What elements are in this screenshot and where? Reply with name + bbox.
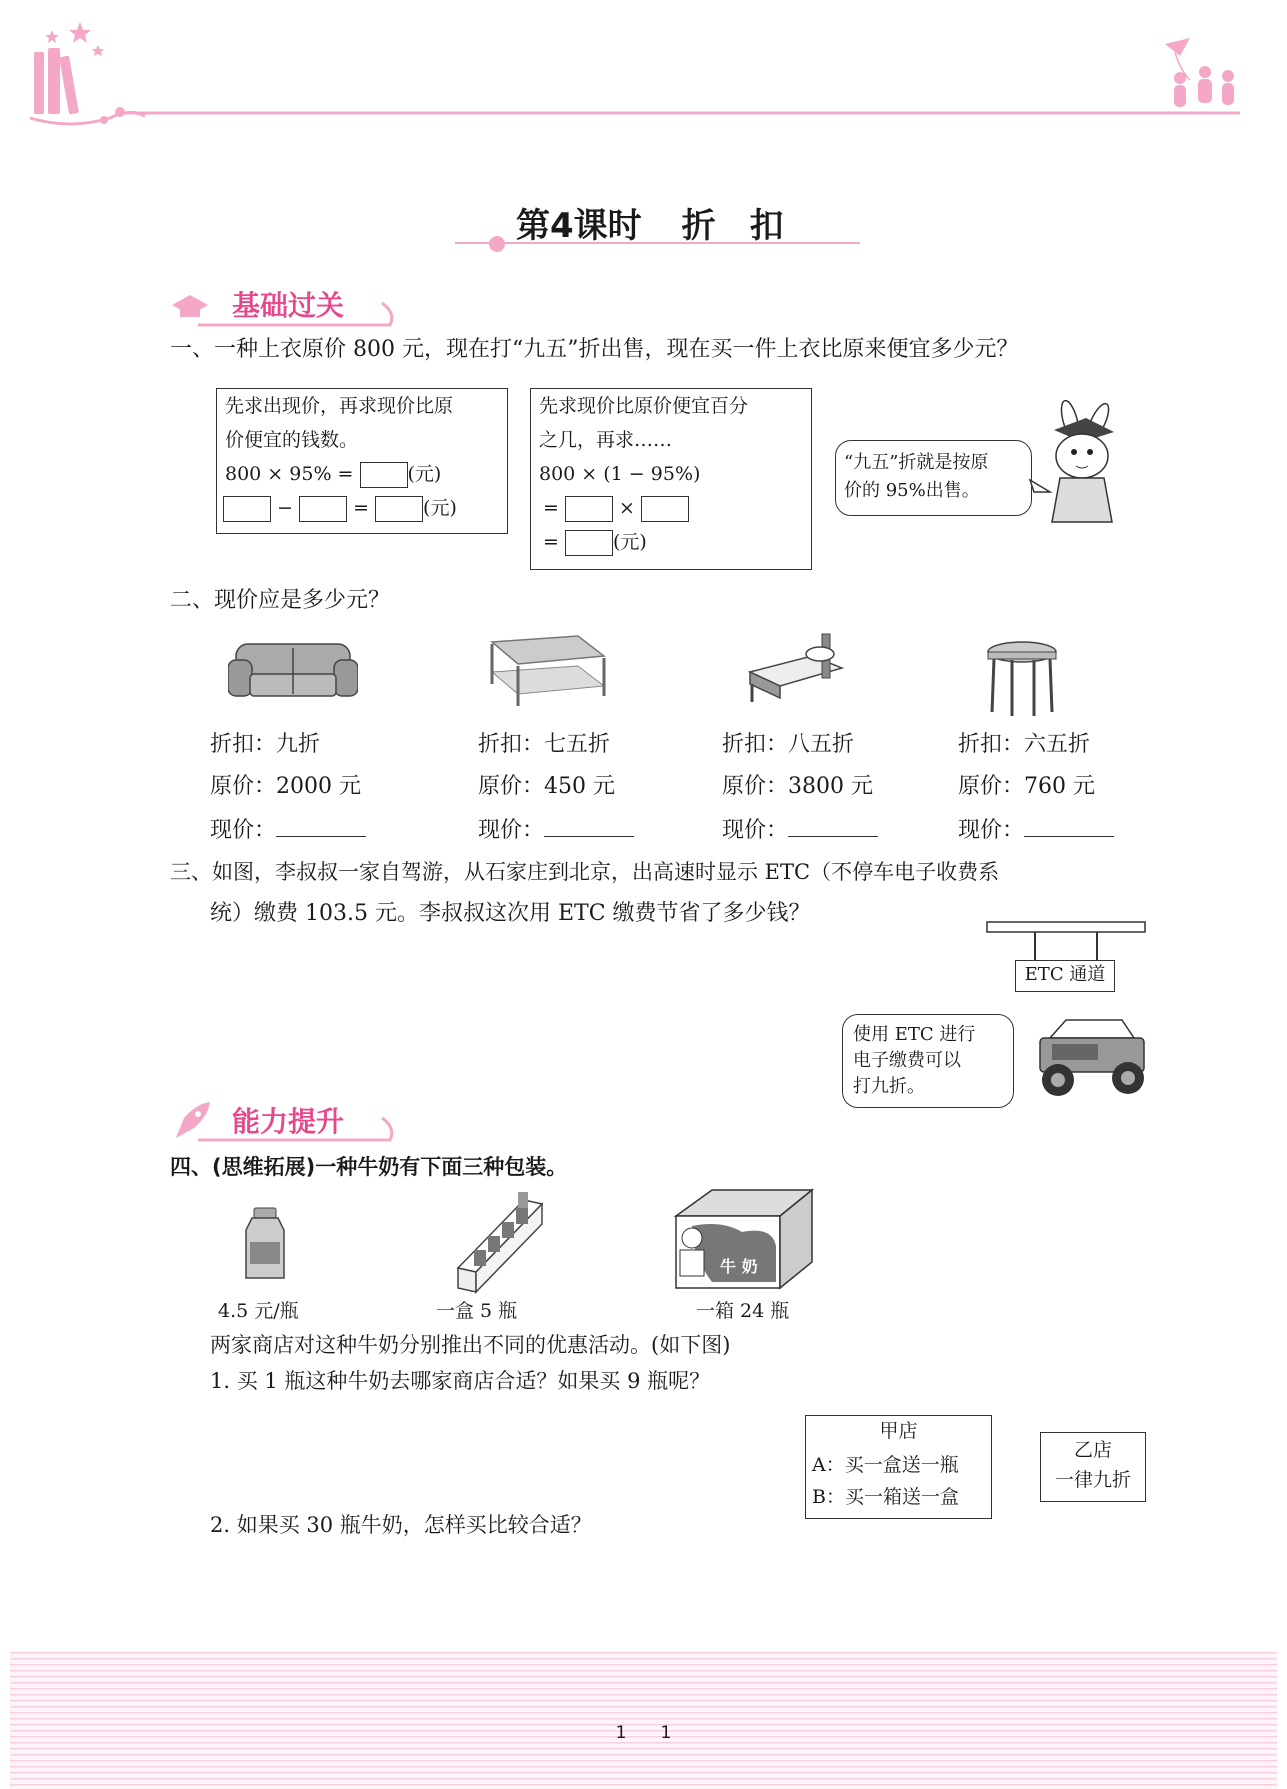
item-2-price: 原价：450 元 bbox=[478, 774, 615, 799]
lesson-topic: 折 扣 bbox=[681, 206, 784, 246]
tip-bubble bbox=[835, 440, 1032, 516]
store-a-option-a: A：买一盒送一瓶 bbox=[812, 1454, 959, 1476]
q4-sub2: 2. 如果买 30 瓶牛奶，怎样买比较合适？ bbox=[210, 1513, 592, 1537]
tip-line2: 价的 95%出售。 bbox=[844, 480, 980, 501]
method-a-line1: 先求出现价，再求现价比原 bbox=[225, 395, 454, 417]
store-b-box bbox=[1040, 1432, 1146, 1502]
store-a-option-b: B：买一箱送一盒 bbox=[812, 1486, 959, 1508]
jeep-car-icon bbox=[1030, 1014, 1152, 1104]
etc-bubble bbox=[842, 1014, 1014, 1108]
q4-intro: 两家商店对这种牛奶分别推出不同的优惠活动。(如下图) bbox=[210, 1333, 731, 1357]
milk-case-icon bbox=[672, 1186, 816, 1292]
tip-line1: “九五”折就是按原 bbox=[844, 452, 989, 473]
glass-table-icon bbox=[488, 632, 608, 712]
answer-blank[interactable] bbox=[565, 496, 613, 522]
etc-bubble-line1: 使用 ETC 进行 bbox=[853, 1024, 976, 1045]
method-b-line3: 800 × (1 − 95%) bbox=[539, 463, 701, 485]
question-4: 四、(思维拓展)一种牛奶有下面三种包装。 bbox=[170, 1155, 568, 1179]
item-4-current: 现价： bbox=[958, 814, 1114, 846]
store-b-name: 乙店 bbox=[1073, 1439, 1112, 1461]
item-1-discount: 折扣：九折 bbox=[210, 732, 321, 757]
item-4-price: 原价：760 元 bbox=[958, 774, 1095, 799]
answer-blank[interactable] bbox=[223, 496, 271, 522]
section-title-basic: 基础过关 bbox=[232, 289, 345, 322]
pack-box-label: 一盒 5 瓶 bbox=[436, 1300, 518, 1322]
answer-blank[interactable] bbox=[360, 462, 408, 488]
answer-blank[interactable] bbox=[565, 530, 613, 556]
method-b-line4: = × bbox=[543, 495, 689, 522]
rocket-icon bbox=[176, 1102, 210, 1138]
pack-case-label: 一箱 24 瓶 bbox=[696, 1300, 790, 1322]
method-b-line2: 之几，再求…… bbox=[539, 429, 673, 451]
milk-case-label: 牛 奶 bbox=[720, 1257, 758, 1276]
answer-line[interactable] bbox=[544, 814, 634, 837]
store-b-offer: 一律九折 bbox=[1054, 1469, 1131, 1491]
title-underline bbox=[455, 235, 860, 255]
method-a-line2: 价便宜的钱数。 bbox=[225, 429, 359, 451]
rabbit-teacher-icon bbox=[1028, 400, 1138, 530]
store-a-box bbox=[805, 1415, 992, 1519]
item-3-discount: 折扣：八五折 bbox=[722, 732, 855, 757]
children-kite-icon bbox=[1165, 38, 1234, 107]
answer-blank[interactable] bbox=[641, 496, 689, 522]
books-logo-icon bbox=[30, 22, 145, 124]
question-3-line1: 三、如图，李叔叔一家自驾游，从石家庄到北京，出高速时显示 ETC（不停车电子收费系 bbox=[170, 860, 1000, 884]
page-number: 1 1 bbox=[615, 1723, 672, 1743]
answer-line[interactable] bbox=[1024, 814, 1114, 837]
section-title-advance: 能力提升 bbox=[232, 1105, 345, 1138]
item-2-discount: 折扣：七五折 bbox=[478, 732, 611, 757]
lesson-number: 第4课时 bbox=[516, 206, 642, 246]
etc-sign: ETC 通道 bbox=[1015, 960, 1115, 992]
graduation-cap-icon bbox=[172, 295, 208, 317]
question-2: 二、现价应是多少元？ bbox=[170, 588, 391, 613]
answer-blank[interactable] bbox=[299, 496, 347, 522]
item-3-current: 现价： bbox=[722, 814, 878, 846]
item-4-discount: 折扣：六五折 bbox=[958, 732, 1091, 757]
item-2-current: 现价： bbox=[478, 814, 634, 846]
method-b-line1: 先求现价比原价便宜百分 bbox=[539, 395, 749, 417]
sofa-icon bbox=[228, 630, 358, 705]
round-table-icon bbox=[982, 640, 1062, 720]
milk-bottle-icon bbox=[240, 1206, 290, 1282]
method-a-box bbox=[216, 388, 508, 534]
etc-bubble-line3: 打九折。 bbox=[853, 1076, 925, 1097]
header-decoration bbox=[0, 0, 1287, 140]
answer-line[interactable] bbox=[788, 814, 878, 837]
answer-line[interactable] bbox=[276, 814, 366, 837]
milk-carton-pack-icon bbox=[452, 1188, 544, 1294]
pack-bottle-label: 4.5 元/瓶 bbox=[218, 1300, 299, 1322]
question-3-line2: 统）缴费 103.5 元。李叔叔这次用 ETC 缴费节省了多少钱？ bbox=[210, 901, 811, 926]
method-a-line4: − = (元) bbox=[223, 495, 457, 522]
etc-bubble-line2: 电子缴费可以 bbox=[853, 1050, 961, 1071]
question-1: 一、一种上衣原价 800 元，现在打“九五”折出售，现在买一件上衣比原来便宜多少元？ bbox=[170, 337, 1019, 362]
method-a-line3: 800 × 95% = (元) bbox=[225, 461, 441, 488]
item-1-price: 原价：2000 元 bbox=[210, 774, 361, 799]
bed-icon bbox=[742, 628, 852, 708]
q4-sub1: 1. 买 1 瓶这种牛奶去哪家商店合适？如果买 9 瓶呢？ bbox=[210, 1369, 711, 1393]
store-a-name: 甲店 bbox=[879, 1420, 918, 1442]
method-b-box bbox=[530, 388, 812, 570]
answer-blank[interactable] bbox=[375, 496, 423, 522]
item-1-current: 现价： bbox=[210, 814, 366, 846]
method-b-line5: = (元) bbox=[543, 529, 647, 556]
item-3-price: 原价：3800 元 bbox=[722, 774, 873, 799]
